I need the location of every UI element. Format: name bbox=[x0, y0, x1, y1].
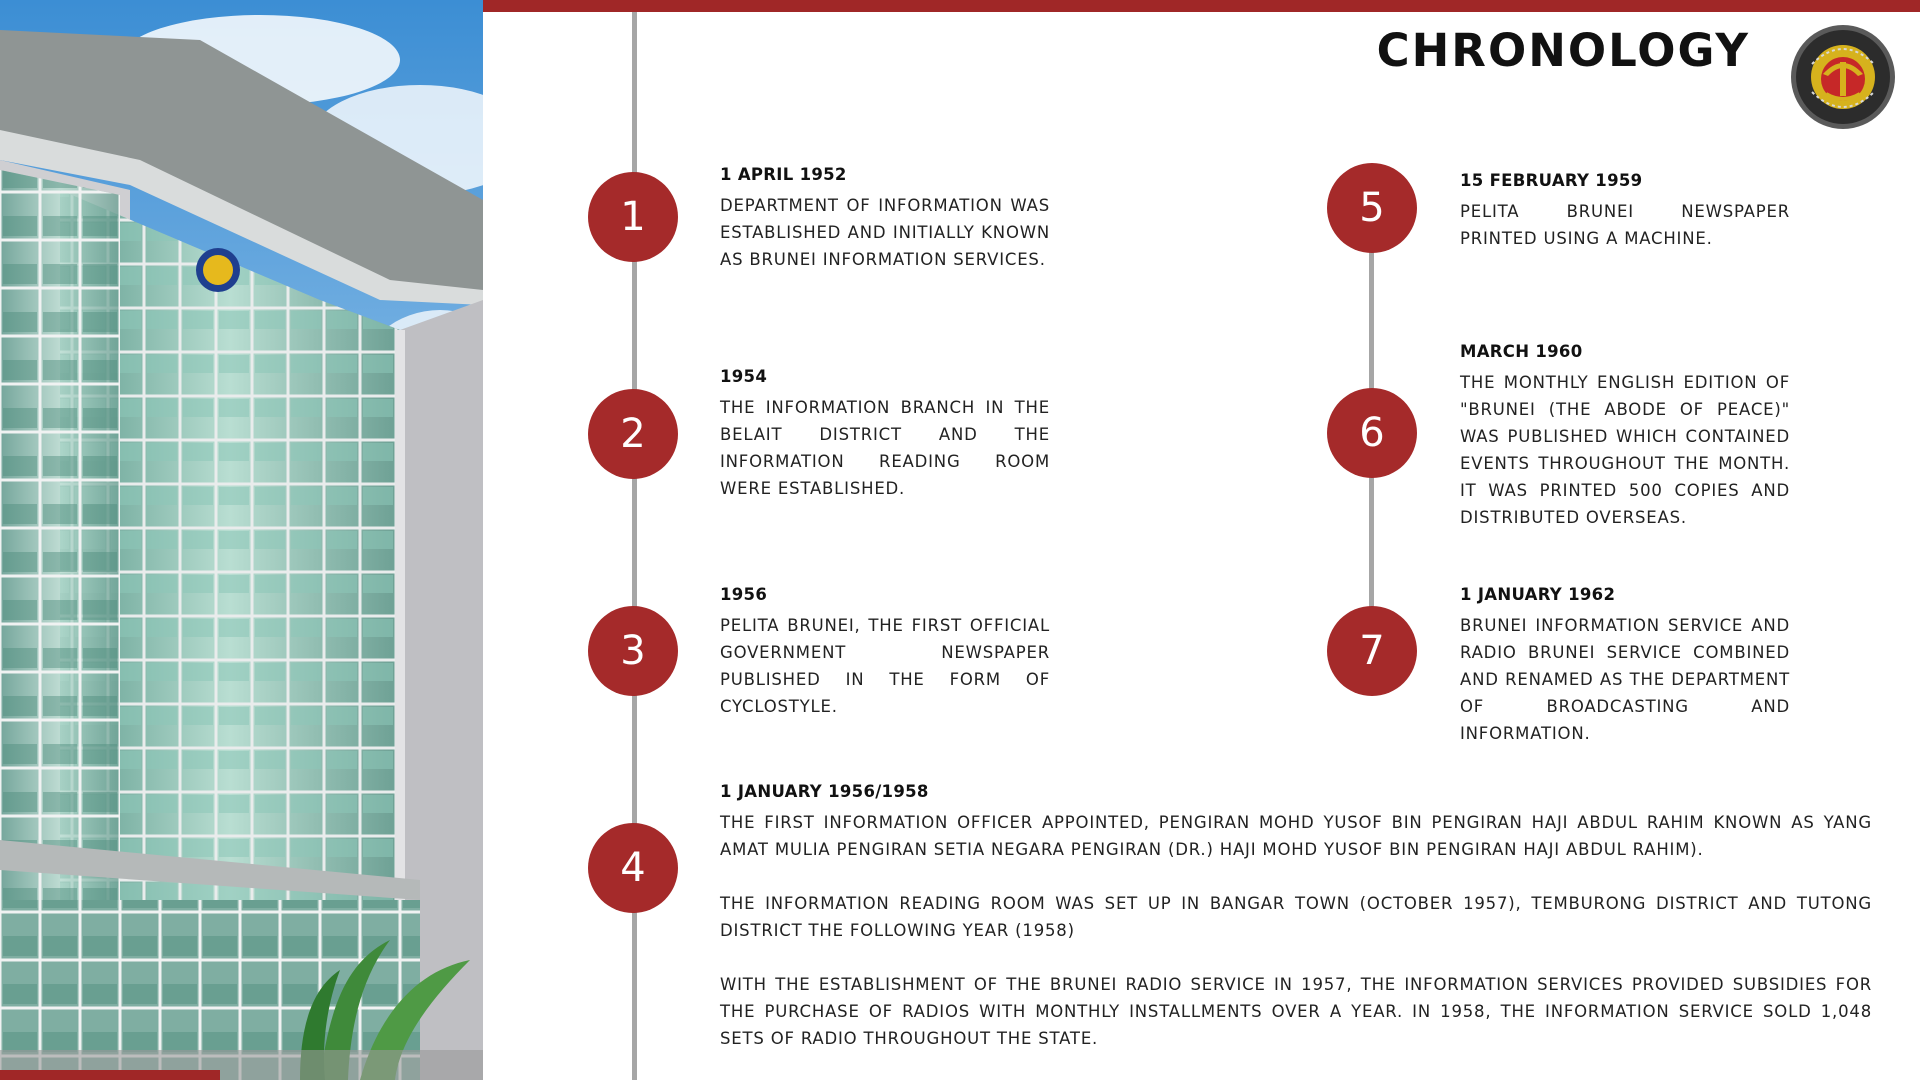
timeline-entry-2 bbox=[720, 366, 1050, 502]
brunei-crest-icon bbox=[1790, 24, 1896, 130]
entry-text: BRUNEI INFORMATION SERVICE AND RADIO BRUNEI SERVICE COMBINED AND RENAMED AS THE DEPARTMENT OF BROADCASTING AND INFORMATION. bbox=[1460, 616, 1790, 743]
entry-date: 1 JANUARY 1956/1958 bbox=[720, 782, 929, 801]
timeline-entry-6 bbox=[1460, 341, 1790, 531]
entry-text: WITH THE ESTABLISHMENT OF THE BRUNEI RADIO SERVICE IN 1957, THE INFORMATION SERVICES PROVIDED SUBSIDIES FOR THE PURCHASE OF RADIOS WITH MONTHLY INSTALLMENTS OVER A YEAR. IN 1958, THE INFORMATION SERVICE SOLD 1,048 SETS OF RADIO THROUGHOUT THE STATE. bbox=[720, 975, 1872, 1048]
timeline-node-4: 4 bbox=[588, 823, 678, 913]
entry-text: PELITA BRUNEI NEWSPAPER PRINTED USING A MACHINE. bbox=[1460, 202, 1790, 248]
timeline-entry-7 bbox=[1460, 584, 1790, 747]
timeline-node-2: 2 bbox=[588, 389, 678, 479]
entry-text: THE MONTHLY ENGLISH EDITION OF "BRUNEI (THE ABODE OF PEACE)" WAS PUBLISHED WHICH CONTAINED EVENTS THROUGHOUT THE MONTH. IT WAS PRINTED 500 COPIES AND DISTRIBUTED OVERSEAS. bbox=[1460, 373, 1790, 527]
entry-date: 15 FEBRUARY 1959 bbox=[1460, 171, 1643, 190]
timeline-node-1: 1 bbox=[588, 172, 678, 262]
timeline-node-5: 5 bbox=[1327, 163, 1417, 253]
entry-date: MARCH 1960 bbox=[1460, 342, 1583, 361]
entry-text: THE INFORMATION BRANCH IN THE BELAIT DISTRICT AND THE INFORMATION READING ROOM WERE ESTABLISHED. bbox=[720, 398, 1050, 498]
page-title: CHRONOLOGY bbox=[1376, 24, 1750, 77]
entry-text: DEPARTMENT OF INFORMATION WAS ESTABLISHED AND INITIALLY KNOWN AS BRUNEI INFORMATION SERVICES. bbox=[720, 196, 1050, 269]
timeline-entry-5 bbox=[1460, 170, 1790, 252]
entry-date: 1954 bbox=[720, 367, 768, 386]
timeline-entry-4 bbox=[720, 781, 1872, 1052]
entry-text: PELITA BRUNEI, THE FIRST OFFICIAL GOVERNMENT NEWSPAPER PUBLISHED IN THE FORM OF CYCLOSTYLE. bbox=[720, 616, 1050, 716]
entry-text: THE FIRST INFORMATION OFFICER APPOINTED, PENGIRAN MOHD YUSOF BIN PENGIRAN HAJI ABDUL RAHIM KNOWN AS YANG AMAT MULIA PENGIRAN SETIA NEGARA PENGIRAN (DR.) HAJI MOHD YUSOF BIN PENGIRAN HAJI ABDUL RAHIM). bbox=[720, 813, 1872, 859]
timeline-node-6: 6 bbox=[1327, 388, 1417, 478]
bottom-accent-bar bbox=[0, 1070, 220, 1080]
entry-text: THE INFORMATION READING ROOM WAS SET UP IN BANGAR TOWN (OCTOBER 1957), TEMBURONG DISTRICT AND TUTONG DISTRICT THE FOLLOWING YEAR (1958) bbox=[720, 894, 1872, 940]
entry-date: 1 JANUARY 1962 bbox=[1460, 585, 1616, 604]
timeline-node-3: 3 bbox=[588, 606, 678, 696]
timeline-entry-1 bbox=[720, 164, 1050, 273]
building-photo bbox=[0, 0, 483, 1080]
entry-date: 1 APRIL 1952 bbox=[720, 165, 847, 184]
entry-date: 1956 bbox=[720, 585, 768, 604]
timeline-node-7: 7 bbox=[1327, 606, 1417, 696]
timeline-entry-3 bbox=[720, 584, 1050, 720]
